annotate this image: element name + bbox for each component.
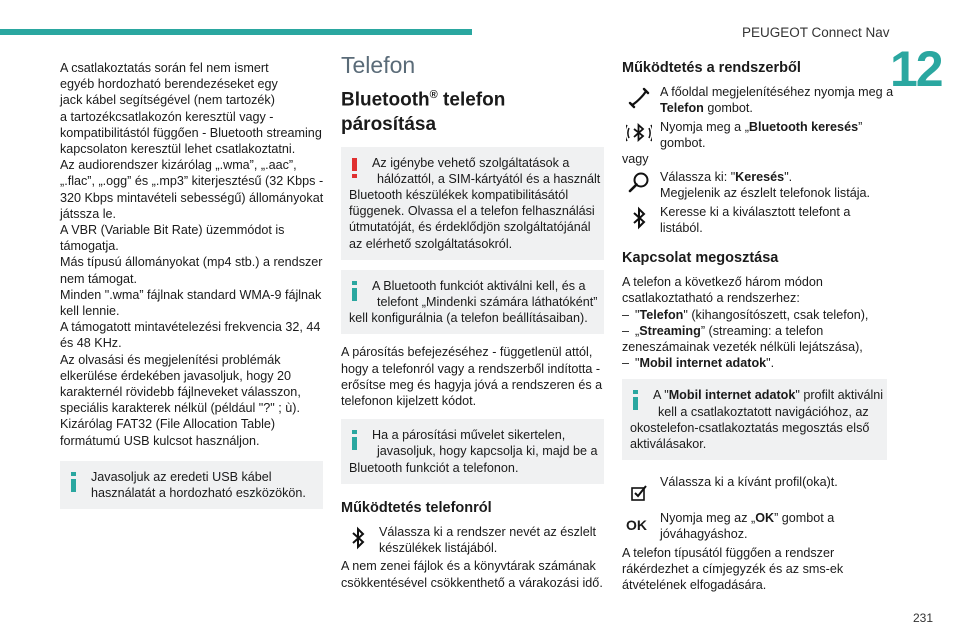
info-text-line: javasoljuk, hogy kapcsolja ki, majd be a bbox=[377, 444, 598, 459]
search-icon bbox=[626, 170, 652, 196]
text-line: Más típusú állományokat (mp4 stb.) a rendszer bbox=[60, 255, 323, 270]
text-line: jack kábel segítségével (nem tartozék) bbox=[60, 93, 275, 108]
pairing-failed-info-box bbox=[341, 419, 604, 484]
info-text-line: használatát a hordozható eszközökön. bbox=[91, 486, 306, 501]
info-icon bbox=[629, 389, 649, 411]
text-line: egyéb hordozható berendezéseket egy bbox=[60, 77, 278, 92]
profile-select-step: Válassza ki a kívánt profil(oka)t. bbox=[622, 474, 887, 506]
sharing-list-item: – "Telefon" (kihangosítószett, csak telefon), bbox=[622, 307, 869, 322]
warning-text-line: Az igénybe vehető szolgáltatások a bbox=[372, 155, 570, 170]
warning-text-line: útmutatóját, és érdeklődjön szolgáltatójánál bbox=[349, 220, 591, 235]
text-line: formátumú USB kulcsot használjon. bbox=[60, 433, 260, 448]
column-right bbox=[622, 60, 894, 593]
text-line: 320 Kbps mintavételi sebességű) állományokat bbox=[60, 190, 324, 205]
text-line: A csatlakoztatás során fel nem ismert bbox=[60, 61, 269, 75]
info-text-line: Bluetooth funkciót a telefonon. bbox=[349, 460, 519, 475]
connection-sharing-heading: Kapcsolat megosztása bbox=[622, 250, 779, 267]
text-line: nem támogat. bbox=[60, 271, 138, 286]
text-line: A párosítás befejezéséhez - függetlenül attól, bbox=[341, 345, 593, 360]
info-text-line: Ha a párosítási művelet sikertelen, bbox=[372, 428, 566, 443]
sharing-list-item: zeneszámainak vezeték nélküli lejátszása), bbox=[622, 340, 863, 355]
text-line: kell lennie. bbox=[60, 304, 120, 319]
info-icon bbox=[348, 280, 368, 302]
pairing-paragraph bbox=[341, 344, 604, 409]
text-line: Kizárólag FAT32 (File Allocation Table) bbox=[60, 417, 276, 432]
text-line: A VBR (Variable Bit Rate) üzemmódot is bbox=[60, 223, 285, 238]
bluetooth-icon bbox=[345, 525, 371, 551]
header-title: PEUGEOT Connect Nav bbox=[742, 25, 890, 40]
header-accent-bar bbox=[0, 29, 472, 35]
bluetooth-activation-info-box bbox=[341, 270, 604, 335]
step-text-line: Válassza ki a rendszer nevét az észlelt bbox=[379, 524, 596, 539]
column-left bbox=[60, 60, 323, 519]
info-icon bbox=[67, 471, 87, 493]
chapter-number: 12 bbox=[890, 41, 942, 97]
system-operation-heading: Működtetés a rendszerből bbox=[622, 60, 801, 76]
warning-icon bbox=[348, 157, 368, 179]
text-line: hogy a telefonról vagy a rendszerből indította - bbox=[341, 361, 601, 376]
waiting-time-paragraph bbox=[341, 558, 604, 590]
or-label: vagy bbox=[622, 152, 649, 167]
text-line: speciális karakterek nélkül (például "?" ; ù). bbox=[60, 401, 300, 416]
info-text-line: telefont „Mindenki számára láthatóként” bbox=[377, 294, 598, 309]
bluetooth-icon bbox=[626, 205, 652, 231]
phone-icon bbox=[626, 85, 652, 111]
sharing-list-item: – „Streaming” (streaming: a telefon bbox=[622, 323, 824, 338]
step-text-line: készülékek listájából. bbox=[379, 541, 498, 556]
select-phone-step: Keresse ki a kiválasztott telefont a listából. bbox=[622, 204, 887, 236]
info-icon bbox=[348, 429, 368, 451]
text-line: karakternél rövidebb fájlneveket válasszon, bbox=[60, 385, 301, 400]
warning-text-line: az elérhető szolgáltatásokról. bbox=[349, 236, 513, 251]
ok-icon: OK bbox=[626, 517, 647, 534]
services-warning-box bbox=[341, 147, 604, 260]
bluetooth-search-icon bbox=[626, 120, 652, 146]
mobile-data-info-box: A "Mobil internet adatok" profilt aktiválni kell a csatlakoztatott navigációhoz, az okostelefon-csatlakoztatás megosztás első aktiválásakor. bbox=[622, 379, 887, 460]
bluetooth-pairing-heading: Bluetooth® telefon párosítása bbox=[341, 89, 506, 135]
text-line: Az olvasási és megjelenítési problémák bbox=[60, 352, 281, 367]
sharing-list bbox=[622, 307, 887, 372]
text-line: játssza le. bbox=[60, 206, 116, 221]
text-line: kapcsolaton keresztül lehet csatlakoztatni. bbox=[60, 142, 296, 157]
select-system-step bbox=[341, 524, 604, 556]
checkbox-icon bbox=[626, 480, 652, 506]
search-step: Válassza ki: "Keresés". Megjelenik az észlelt telefonok listája. bbox=[622, 169, 887, 201]
warning-text-line: Bluetooth készülékek kompatibilitásától bbox=[349, 187, 569, 202]
media-format-paragraph bbox=[60, 60, 323, 449]
text-line: kompatibilitástól függően - Bluetooth streaming bbox=[60, 125, 322, 140]
paragraph-line: csökkentésével csökkenthető a várakozási idő. bbox=[341, 575, 603, 590]
section-title: Telefon bbox=[341, 52, 416, 78]
paragraph-line: A nem zenei fájlok és a könyvtárak számának bbox=[341, 559, 596, 574]
contacts-paragraph: A telefon típusától függően a rendszer rákérdezhet a címjegyzék és az sms-ek átvételének elfogadására. bbox=[622, 545, 844, 593]
sharing-intro: A telefon a következő három módon csatlakoztatható a rendszerhez: bbox=[622, 275, 823, 306]
text-line: A támogatott mintavételezési frekvencia 32, 44 bbox=[60, 320, 321, 335]
page-number: 231 bbox=[913, 611, 934, 625]
info-text-line: Javasoljuk az eredeti USB kábel bbox=[91, 469, 272, 484]
warning-text-line: függenek. Olvassa el a telefon felhasználási bbox=[349, 204, 595, 219]
text-line: telefonon kijelzett kódot. bbox=[341, 393, 477, 408]
sharing-list-item: – "Mobil internet adatok". bbox=[622, 356, 775, 371]
text-line: támogatja. bbox=[60, 239, 119, 254]
text-line: Az audiorendszer kizárólag „.wma”, „.aac”, bbox=[60, 158, 297, 173]
info-text-line: kell konfigurálnia (a telefon beállításaiban). bbox=[349, 311, 588, 326]
text-line: és 48 KHz. bbox=[60, 336, 122, 351]
warning-text-line: hálózattól, a SIM-kártyától és a használt bbox=[377, 171, 601, 186]
usb-cable-info-box bbox=[60, 461, 323, 509]
column-middle bbox=[341, 52, 604, 591]
text-line: „.flac”, „.ogg” és „.mp3” kiterjesztésű (32 Kbps - bbox=[60, 174, 324, 189]
text-line: a tartozékcsatlakozón keresztül vagy - bbox=[60, 109, 274, 124]
ok-step: OK Nyomja meg az „OK” gombot a jóváhagyáshoz. bbox=[626, 511, 835, 542]
info-text-line: A Bluetooth funkciót aktiválni kell, és a bbox=[372, 278, 586, 293]
text-line: Minden ".wma” fájlnak standard WMA-9 fájlnak bbox=[60, 287, 322, 302]
text-line: elkerülése érdekében javasoljuk, hogy 20 bbox=[60, 368, 292, 383]
text-line: erősítse meg és hagyja jóvá a rendszeren és a bbox=[341, 377, 603, 392]
phone-operation-heading: Működtetés telefonról bbox=[341, 499, 492, 516]
bluetooth-search-step: Nyomja meg a „Bluetooth keresés” gombot. bbox=[622, 119, 887, 151]
phone-button-step: A főoldal megjelenítéséhez nyomja meg a Telefon gombot. bbox=[622, 84, 887, 116]
